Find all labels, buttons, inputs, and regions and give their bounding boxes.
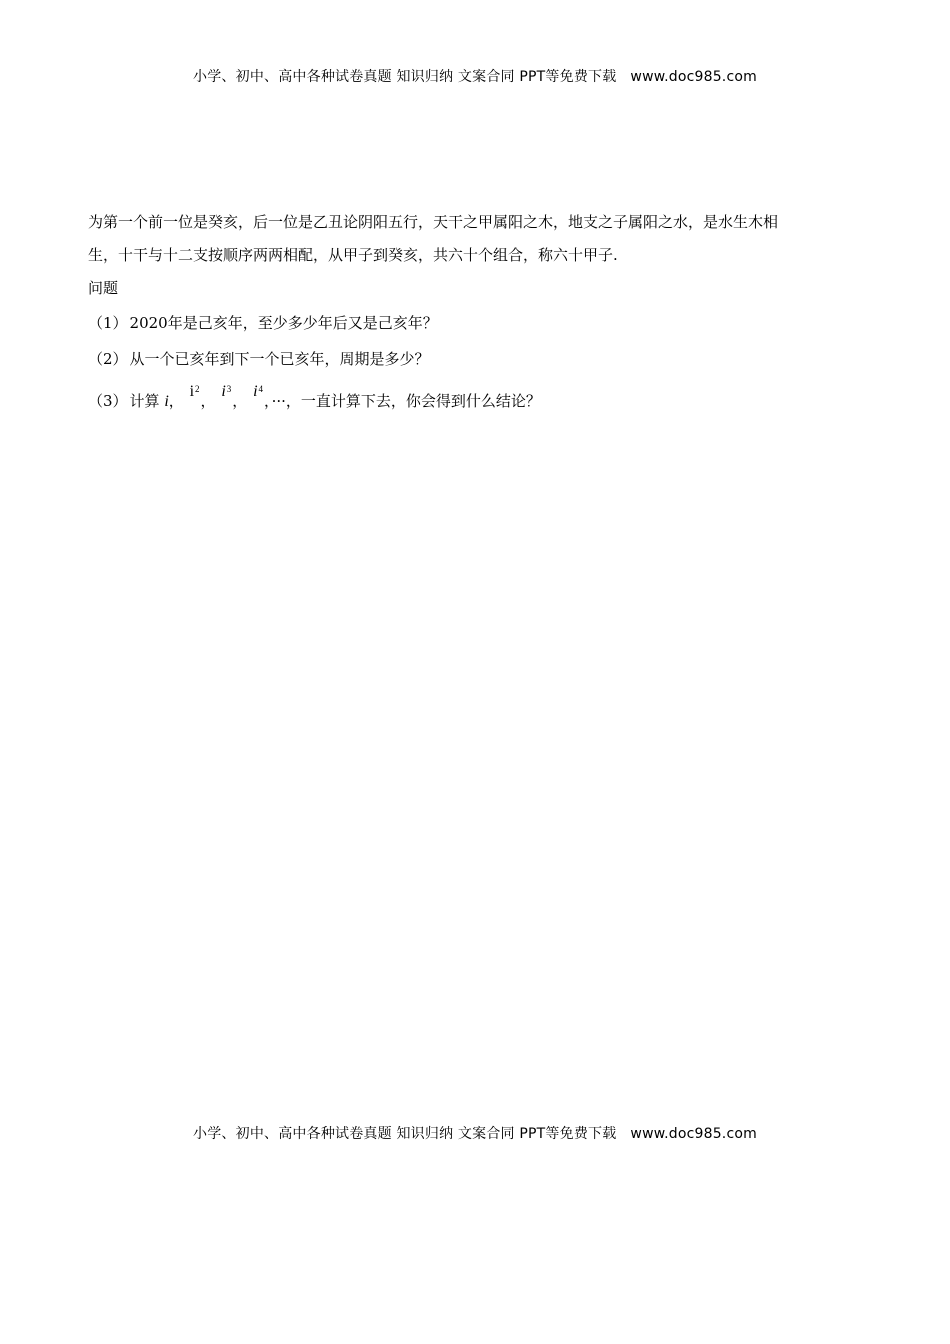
- math-i-cubed: [221, 373, 231, 410]
- question-3-prefix: 计算: [129, 392, 160, 410]
- page-header: [0, 66, 950, 86]
- question-1: [88, 305, 863, 341]
- separator: ，: [168, 392, 184, 410]
- question-2-number: （2）: [88, 350, 128, 368]
- passage-line-2: 生，十干与十二支按顺序两两相配，从甲子到癸亥，共六十个组合，称六十甲子.: [88, 246, 618, 264]
- passage-line-1: 为第一个前一位是癸亥，后一位是乙丑论阴阳五行，天干之甲属阳之木，地支之子属阳之水，是水生木相: [88, 213, 779, 231]
- math-i-base: i: [189, 383, 195, 400]
- separator: ，: [232, 392, 248, 410]
- exponent: 4: [258, 384, 264, 394]
- question-2-text: 从一个已亥年到下一个已亥年，周期是多少？: [129, 350, 430, 368]
- question-2: [88, 341, 863, 377]
- questions-heading: 问题: [88, 279, 119, 297]
- separator: ，: [200, 392, 216, 410]
- math-i-fourth: [253, 373, 263, 410]
- question-1-number: （1）: [88, 314, 128, 332]
- question-3-suffix: ，一直计算下去，你会得到什么结论？: [285, 392, 541, 410]
- header-url[interactable]: www.doc985.com: [630, 69, 757, 85]
- math-i-base: i: [253, 383, 258, 400]
- math-i: i: [164, 393, 169, 410]
- footer-text: 小学、初中、高中各种试卷真题 知识归纳 文案合同 PPT等免费下载: [193, 1126, 617, 1142]
- exponent: 2: [195, 384, 200, 394]
- math-i-base: i: [221, 383, 226, 400]
- question-3-number: （3）: [88, 392, 128, 410]
- page-footer: [0, 1123, 950, 1143]
- ellipsis: ···: [271, 392, 286, 410]
- header-text: 小学、初中、高中各种试卷真题 知识归纳 文案合同 PPT等免费下载: [193, 69, 617, 85]
- exponent: 3: [226, 384, 232, 394]
- footer-url[interactable]: www.doc985.com: [630, 1126, 757, 1142]
- question-3: [88, 383, 863, 420]
- math-i-squared: [190, 373, 200, 410]
- question-1-text: 2020年是己亥年，至少多少年后又是己亥年？: [129, 314, 438, 332]
- document-body: [88, 206, 863, 420]
- separator: ，: [264, 392, 272, 410]
